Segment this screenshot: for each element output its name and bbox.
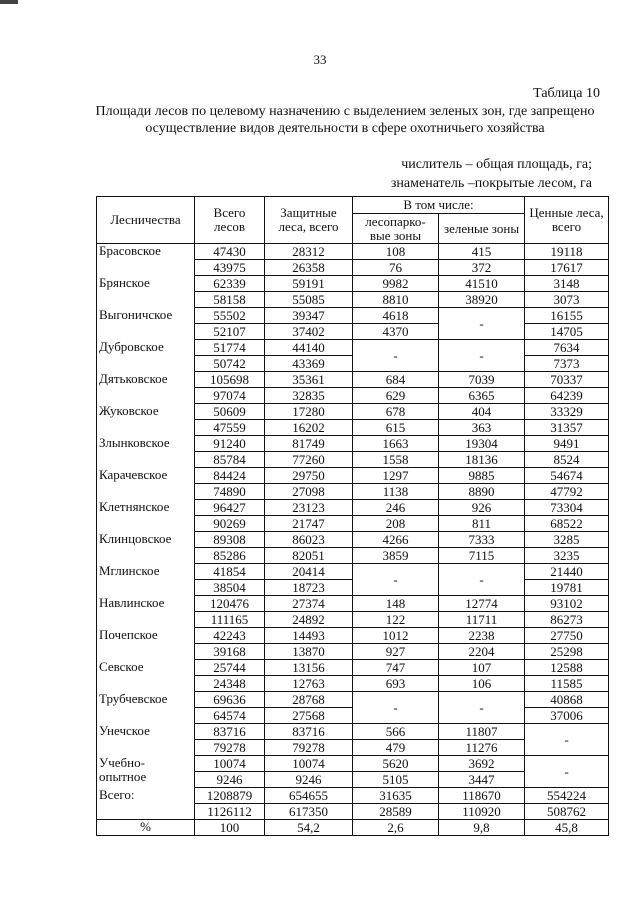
table-row [97,436,609,452]
forestry-name-text: Брасовское [99,243,161,258]
denominator-value: 1126112 [195,804,265,820]
table-row [97,500,609,516]
denominator-value: 79278 [265,740,353,756]
numerator-value: 83716 [265,724,353,740]
numerator-value: 84424 [195,468,265,484]
denominator-value: 28589 [353,804,439,820]
denominator-value: 90269 [195,516,265,532]
numerator-value: 81749 [265,436,353,452]
denominator-value: 17617 [525,260,609,276]
numerator-value: 9885 [439,468,525,484]
header-protective: Защитные леса, всего [265,197,353,244]
empty-value-dash: - [439,564,525,596]
denominator-value: 8524 [525,452,609,468]
numerator-value: 69636 [195,692,265,708]
empty-value-dash: - [353,692,439,724]
percent-value: 45,8 [525,820,609,836]
numerator-value: 25744 [195,660,265,676]
forestry-name-text: Дубровское [99,338,164,354]
numerator-value: 27750 [525,628,609,644]
numerator-value: 654655 [265,788,353,804]
denominator-value: 13870 [265,644,353,660]
numerator-value: 120476 [195,596,265,612]
numerator-value: 29750 [265,468,353,484]
forestry-name-text: Унечское [99,722,150,738]
numerator-value: 14493 [265,628,353,644]
denominator-value: 3447 [439,772,525,788]
denominator-value: 76 [353,260,439,276]
denominator-value: 110920 [439,804,525,820]
header-including: В том числе: [353,197,525,214]
numerator-value: 11807 [439,724,525,740]
forestry-name [97,340,195,372]
table-row [97,596,609,612]
table-body [97,244,609,836]
numerator-value: 19304 [439,436,525,452]
numerator-value: 415 [439,244,525,260]
denominator-value: 1138 [353,484,439,500]
numerator-value: 1297 [353,468,439,484]
denominator-value: 12763 [265,676,353,692]
numerator-value: 59191 [265,276,353,292]
denominator-value: 1558 [353,452,439,468]
denominator-value: 38504 [195,580,265,596]
forestry-name-text: Дятьковское [99,370,168,386]
table-row [97,468,609,484]
numerator-value: 404 [439,404,525,420]
denominator-value: 86273 [525,612,609,628]
numerator-value: 51774 [195,340,265,356]
numerator-value: 96427 [195,500,265,516]
table-row [97,788,609,804]
numerator-value: 9491 [525,436,609,452]
numerator-value: 70337 [525,372,609,388]
denominator-value: 31357 [525,420,609,436]
forestry-name-text: Трубчевское [99,690,168,706]
denominator-value: 68522 [525,516,609,532]
forestry-name [97,372,195,404]
denominator-value: 479 [353,740,439,756]
denominator-value: 617350 [265,804,353,820]
numerator-value: 148 [353,596,439,612]
denominator-value: 18136 [439,452,525,468]
numerator-value: 7039 [439,372,525,388]
denominator-value: 11276 [439,740,525,756]
numerator-value: 93102 [525,596,609,612]
denominator-value: 3235 [525,548,609,564]
empty-value-dash: - [525,756,609,788]
table-row [97,404,609,420]
forestry-name-text: Учебно- [99,754,145,770]
denominator-value: 77260 [265,452,353,468]
numerator-value: 50609 [195,404,265,420]
table-row [97,724,609,740]
forestry-name-text: Клинцовское [99,530,172,546]
numerator-value: 566 [353,724,439,740]
denominator-value: 26358 [265,260,353,276]
numerator-value: 7333 [439,532,525,548]
denominator-value: 21747 [265,516,353,532]
numerator-value: 62339 [195,276,265,292]
forestry-name-text: Почепское [99,626,158,642]
numerator-value: 12774 [439,596,525,612]
denominator-value: 7373 [525,356,609,372]
table-row [97,692,609,708]
numerator-value: 89308 [195,532,265,548]
denominator-value: 111165 [195,612,265,628]
denominator-value: 50742 [195,356,265,372]
forestry-name [97,724,195,756]
denominator-value: 2204 [439,644,525,660]
denominator-value: 9246 [195,772,265,788]
denominator-value: 85784 [195,452,265,468]
denominator-value: 122 [353,612,439,628]
table-row [97,340,609,356]
header-green-zones: зеленые зоны [439,214,525,244]
denominator-value: 6365 [439,388,525,404]
percent-value: 2,6 [353,820,439,836]
denominator-value: 3073 [525,292,609,308]
denominator-value: 19781 [525,580,609,596]
forestry-name [97,692,195,724]
denominator-value: 8810 [353,292,439,308]
denominator-value: 74890 [195,484,265,500]
percent-value: 54,2 [265,820,353,836]
numerator-value: 16155 [525,308,609,324]
numerator-value: 21440 [525,564,609,580]
percent-label: % [97,820,195,836]
forest-area-table [96,196,609,836]
denominator-value: 82051 [265,548,353,564]
denominator-value: 3859 [353,548,439,564]
numerator-value: 28312 [265,244,353,260]
forestry-name [97,276,195,308]
numerator-value: 246 [353,500,439,516]
forestry-name-text: Мглинское [99,562,160,578]
numerator-value: 55502 [195,308,265,324]
table-row [97,244,609,260]
numerator-value: 7634 [525,340,609,356]
denominator-value: 693 [353,676,439,692]
denominator-value: 16202 [265,420,353,436]
scan-edge-mark [0,0,18,4]
numerator-value: 684 [353,372,439,388]
numerator-value: 47430 [195,244,265,260]
forestry-name-text: Жуковское [99,402,159,418]
numerator-value: 28768 [265,692,353,708]
empty-value-dash: - [353,340,439,372]
table-row [97,532,609,548]
forestry-name [97,628,195,660]
denominator-value: 38920 [439,292,525,308]
denominator-value: 39168 [195,644,265,660]
denominator-value: 85286 [195,548,265,564]
table-row [97,756,609,772]
numerator-value: 83716 [195,724,265,740]
denominator-note: знаменатель –покрытые лесом, га [390,176,592,191]
numerator-value: 926 [439,500,525,516]
header-park-zones: лесопарко-вые зоны [353,214,439,244]
numerator-value: 678 [353,404,439,420]
header-valuable: Ценные леса, всего [525,197,609,244]
denominator-value: 372 [439,260,525,276]
percent-value: 100 [195,820,265,836]
numerator-value: 33329 [525,404,609,420]
denominator-value: 24892 [265,612,353,628]
forestry-name-text: Выгоничское [99,306,173,322]
numerator-value: 35361 [265,372,353,388]
denominator-value: 47559 [195,420,265,436]
table-row [97,660,609,676]
forestry-name-text: Всего: [99,786,135,802]
denominator-value: 55085 [265,292,353,308]
numerator-value: 1012 [353,628,439,644]
numerator-value: 41854 [195,564,265,580]
table-row [97,276,609,292]
denominator-value: 58158 [195,292,265,308]
numerator-value: 3148 [525,276,609,292]
forestry-name [97,500,195,532]
denominator-value: 811 [439,516,525,532]
denominator-value: 11585 [525,676,609,692]
forestry-name [97,756,195,788]
page-number: 33 [313,52,327,67]
forestry-name [97,468,195,500]
table-row [97,564,609,580]
forestry-name-text: Клетнянское [99,498,170,514]
table-row [97,628,609,644]
empty-value-dash: - [439,340,525,372]
numerator-value: 23123 [265,500,353,516]
forestry-name [97,436,195,468]
numerator-value: 13156 [265,660,353,676]
denominator-value: 64239 [525,388,609,404]
denominator-value: 8890 [439,484,525,500]
denominator-value: 32835 [265,388,353,404]
denominator-value: 37006 [525,708,609,724]
denominator-value: 5105 [353,772,439,788]
numerator-value: 118670 [439,788,525,804]
table-row [97,372,609,388]
numerator-value: 4266 [353,532,439,548]
numerator-value: 3692 [439,756,525,772]
denominator-value: 52107 [195,324,265,340]
forestry-name-text: Навлинское [99,594,165,610]
numerator-value: 91240 [195,436,265,452]
denominator-value: 25298 [525,644,609,660]
forestry-name-text: Севское [99,658,144,674]
denominator-value: 37402 [265,324,353,340]
table-title: Площади лесов по целевому назначению с выделением зеленых зон, где запрещено осуществление видов деятельности в сфере охотничьего хозяйства [95,104,595,136]
percent-value: 9,8 [439,820,525,836]
denominator-value: 629 [353,388,439,404]
denominator-value: 927 [353,644,439,660]
denominator-value: 97074 [195,388,265,404]
header-forestry: Лесничества [97,197,195,244]
empty-value-dash: - [439,692,525,724]
table-header [97,197,609,244]
denominator-value: 43975 [195,260,265,276]
denominator-value: 208 [353,516,439,532]
numerator-value: 86023 [265,532,353,548]
table-row [97,308,609,324]
header-total: Всего лесов [195,197,265,244]
denominator-value: 47792 [525,484,609,500]
denominator-value: 27568 [265,708,353,724]
forestry-name [97,596,195,628]
denominator-value: 24348 [195,676,265,692]
numerator-value: 3285 [525,532,609,548]
numerator-value: 73304 [525,500,609,516]
denominator-value: 615 [353,420,439,436]
denominator-value: 508762 [525,804,609,820]
numerator-value: 554224 [525,788,609,804]
numerator-value: 2238 [439,628,525,644]
numerator-value: 31635 [353,788,439,804]
numerator-value: 40868 [525,692,609,708]
numerator-value: 108 [353,244,439,260]
denominator-value: 106 [439,676,525,692]
forestry-name [97,532,195,564]
numerator-value: 5620 [353,756,439,772]
numerator-value: 17280 [265,404,353,420]
denominator-value: 27098 [265,484,353,500]
numerator-value: 27374 [265,596,353,612]
numerator-value: 42243 [195,628,265,644]
table-label: Таблица 10 [533,86,600,101]
forestry-name [97,660,195,692]
denominator-value: 4370 [353,324,439,340]
numerator-value: 747 [353,660,439,676]
percent-row [97,820,609,836]
empty-value-dash: - [439,308,525,340]
empty-value-dash: - [353,564,439,596]
forestry-name [97,564,195,596]
numerator-value: 44140 [265,340,353,356]
numerator-value: 10074 [195,756,265,772]
numerator-value: 39347 [265,308,353,324]
denominator-value: 363 [439,420,525,436]
numerator-value: 107 [439,660,525,676]
numerator-value: 41510 [439,276,525,292]
numerator-value: 19118 [525,244,609,260]
denominator-value: 9246 [265,772,353,788]
denominator-value: 11711 [439,612,525,628]
denominator-value: 43369 [265,356,353,372]
numerator-value: 54674 [525,468,609,484]
forestry-name-text-line2: опытное [99,768,147,784]
numerator-value: 20414 [265,564,353,580]
denominator-value: 18723 [265,580,353,596]
numerator-note: числитель – общая площадь, га; [401,157,592,172]
denominator-value: 79278 [195,740,265,756]
forestry-name-text: Злынковское [99,434,170,450]
numerator-value: 1663 [353,436,439,452]
empty-value-dash: - [525,724,609,756]
numerator-value: 9982 [353,276,439,292]
numerator-value: 1208879 [195,788,265,804]
numerator-value: 12588 [525,660,609,676]
denominator-value: 14705 [525,324,609,340]
denominator-value: 64574 [195,708,265,724]
forestry-name [97,244,195,276]
forestry-name [97,788,195,820]
numerator-value: 4618 [353,308,439,324]
denominator-value: 7115 [439,548,525,564]
forestry-name [97,308,195,340]
forestry-name [97,404,195,436]
numerator-value: 105698 [195,372,265,388]
forestry-name-text: Брянское [99,274,150,290]
numerator-value: 10074 [265,756,353,772]
forestry-name-text: Карачевское [99,466,168,482]
